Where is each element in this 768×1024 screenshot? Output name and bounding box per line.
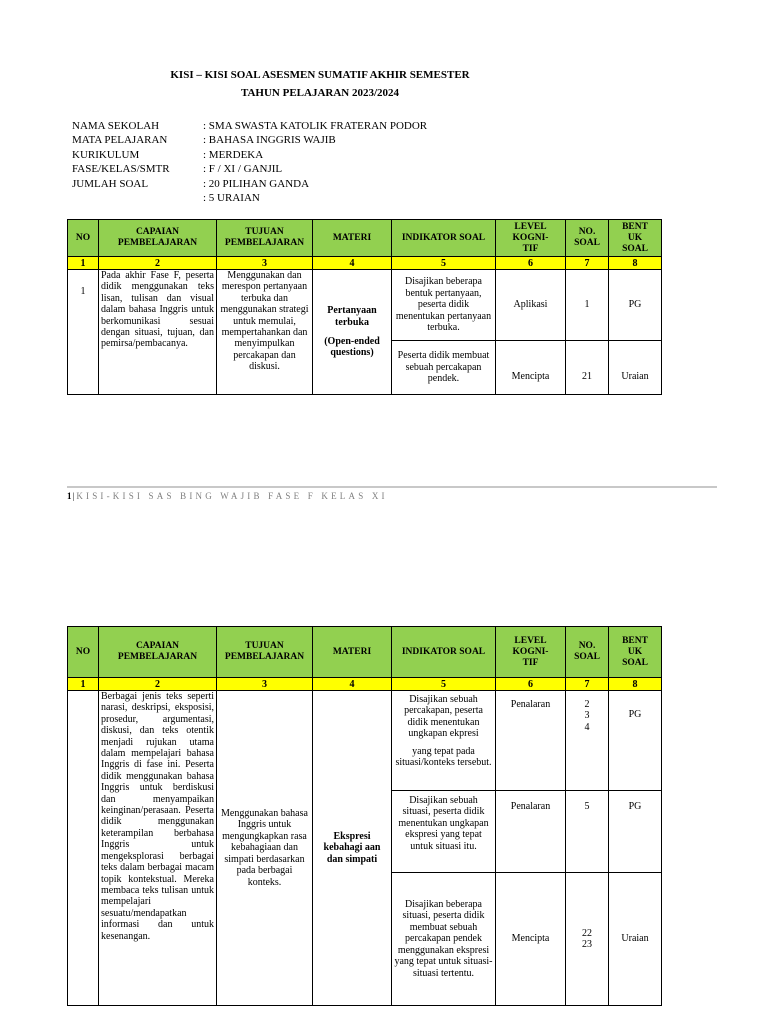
indikator-text: Peserta didik membuat sebuah percakapan pendek.: [392, 341, 496, 395]
materi-cell: [313, 270, 392, 395]
info-key: [72, 191, 203, 205]
level-text: Penalaran: [496, 691, 566, 791]
materi-title: Pertanyaan terbuka: [327, 305, 377, 328]
column-number: 1: [68, 678, 99, 691]
header-level: LEVEL KOGNI- TIF: [496, 220, 566, 257]
page-number: 1: [67, 491, 72, 501]
info-row: [72, 162, 427, 176]
header-no-soal: NO. SOAL: [566, 220, 609, 257]
indikator-text: Disajikan sebuah situasi, peserta didik menentukan ungkapan ekspresi yang tepat untuk situasi itu.: [392, 791, 496, 873]
page-footer: 1| KISI-KISI SAS BING WAJIB FASE F KELAS XI: [67, 486, 717, 501]
column-number: 2: [99, 678, 217, 691]
column-number: 5: [392, 678, 496, 691]
bentuk-text: Uraian: [609, 873, 662, 1006]
info-value: : F / XI / GANJIL: [203, 163, 283, 176]
info-value: : MERDEKA: [203, 148, 264, 161]
level-text: Mencipta: [496, 341, 566, 395]
bentuk-text: PG: [609, 791, 662, 873]
column-number: 4: [313, 257, 392, 270]
no-soal-text: 21: [566, 341, 609, 395]
level-text: Aplikasi: [496, 270, 566, 341]
info-key: NAMA SEKOLAH: [72, 120, 160, 132]
info-value: : BAHASA INGGRIS WAJIB: [203, 134, 336, 147]
tujuan-text: Menggunakan dan merespon pertanyaan terbuka dan menggunakan strategi untuk memulai, mempertahankan dan menyimpulkan percakapan dan diskusi.: [217, 270, 313, 395]
capaian-text: Berbagai jenis teks seperti narasi, deskripsi, eksposisi, prosedur, argumentasi, diskusi, dan teks otentik menjadi rujukan utama dalam mempelajari bahasa Inggris di fase ini. Peserta didik menggunakan bahasa Inggris untuk berdiskusi dan menyampaikan keinginan/perasaan. Peserta didik menggunakan keterampilan berbahasa Inggris untuk mengeksplorasi berbagai teks dalam berbagai macam topik kontekstual. Mereka membaca teks tulisan untuk mempelajari sesuatu/mendapatkan informasi dan untuk kesenangan.: [99, 691, 217, 1006]
info-row: [72, 119, 427, 133]
document-title: KISI – KISI SOAL ASESMEN SUMATIF AKHIR SEMESTER: [170, 69, 470, 81]
column-number: 6: [496, 678, 566, 691]
footer-text: KISI-KISI SAS BING WAJIB FASE F KELAS XI: [76, 491, 388, 501]
info-value: : 5 URAIAN: [203, 192, 260, 205]
column-number: 4: [313, 678, 392, 691]
column-number: 8: [609, 678, 662, 691]
tujuan-text: Menggunakan bahasa Inggris untuk mengungkapkan rasa kebahagiaan dan simpati berdasarkan pada berbagai konteks.: [217, 691, 313, 1006]
no-soal-text: 2 3 4: [566, 691, 609, 791]
row-no: 1: [68, 270, 99, 395]
column-number: 8: [609, 257, 662, 270]
materi-subtitle: (Open-ended questions): [324, 336, 380, 359]
header-bentuk: BENT UK SOAL: [609, 627, 662, 678]
column-number: 2: [99, 257, 217, 270]
indikator-text: Disajikan beberapa bentuk pertanyaan, peserta didik menentukan pertanyaan terbuka.: [392, 270, 496, 341]
info-row: [72, 133, 427, 147]
no-soal-text: 1: [566, 270, 609, 341]
level-text: Penalaran: [496, 791, 566, 873]
header-materi: MATERI: [313, 220, 392, 257]
info-key: MATA PELAJARAN: [72, 134, 168, 147]
column-number: 7: [566, 257, 609, 270]
row-no: [68, 691, 99, 1006]
info-key: JUMLAH SOAL: [72, 177, 149, 190]
header-bentuk: BENT UK SOAL: [609, 220, 662, 257]
indikator-text-continued: yang tepat pada situasi/konteks tersebut.: [395, 745, 492, 769]
indikator-cell: [392, 691, 496, 791]
capaian-text: Pada akhir Fase F, peserta didik menggunakan teks lisan, tulisan dan visual dalam bahasa Inggris untuk berkomunikasi sesuai dengan situasi, tujuan, dan pemirsa/pembacanya.: [99, 270, 217, 395]
header-no-soal: NO. SOAL: [566, 627, 609, 678]
info-row: [72, 191, 427, 205]
indikator-text: Disajikan beberapa situasi, peserta didik membuat sebuah percakapan pendek menggunakan ekspresi yang tepat untuk situasi-situasi tertentu.: [392, 873, 496, 1006]
column-number: 6: [496, 257, 566, 270]
info-key: FASE/KELAS/SMTR: [72, 163, 170, 176]
header-tujuan: TUJUAN PEMBELAJARAN: [217, 627, 313, 678]
column-number: 1: [68, 257, 99, 270]
header-tujuan: TUJUAN PEMBELAJARAN: [217, 220, 313, 257]
column-number: 3: [217, 257, 313, 270]
header-level: LEVEL KOGNI- TIF: [496, 627, 566, 678]
column-number: 5: [392, 257, 496, 270]
school-info: [72, 119, 427, 205]
column-number: 7: [566, 678, 609, 691]
info-key: KURIKULUM: [72, 148, 140, 161]
kisi-table-2: [67, 626, 662, 1006]
document-subtitle: TAHUN PELAJARAN 2023/2024: [240, 87, 400, 99]
no-soal-text: 5: [566, 791, 609, 873]
level-text: Mencipta: [496, 873, 566, 1006]
info-row: [72, 148, 427, 162]
info-row: [72, 177, 427, 191]
info-value: : SMA SWASTA KATOLIK FRATERAN PODOR: [203, 120, 428, 132]
header-no: NO: [68, 220, 99, 257]
no-soal-text: 22 23: [566, 873, 609, 1006]
indikator-text: Disajikan sebuah percakapan, peserta didik menentukan ungkapan ekpresi: [404, 694, 483, 740]
kisi-table-1: [67, 219, 662, 395]
bentuk-text: Uraian: [609, 341, 662, 395]
bentuk-text: PG: [609, 691, 662, 791]
column-number: 3: [217, 678, 313, 691]
bentuk-text: PG: [609, 270, 662, 341]
info-value: : 20 PILIHAN GANDA: [203, 177, 310, 190]
header-capaian: CAPAIAN PEMBELAJARAN: [99, 220, 217, 257]
header-indikator: INDIKATOR SOAL: [392, 220, 496, 257]
header-indikator: INDIKATOR SOAL: [392, 627, 496, 678]
materi-text: Ekspresi kebahagi aan dan simpati: [313, 691, 392, 1006]
header-materi: MATERI: [313, 627, 392, 678]
header-capaian: CAPAIAN PEMBELAJARAN: [99, 627, 217, 678]
header-no: NO: [68, 627, 99, 678]
